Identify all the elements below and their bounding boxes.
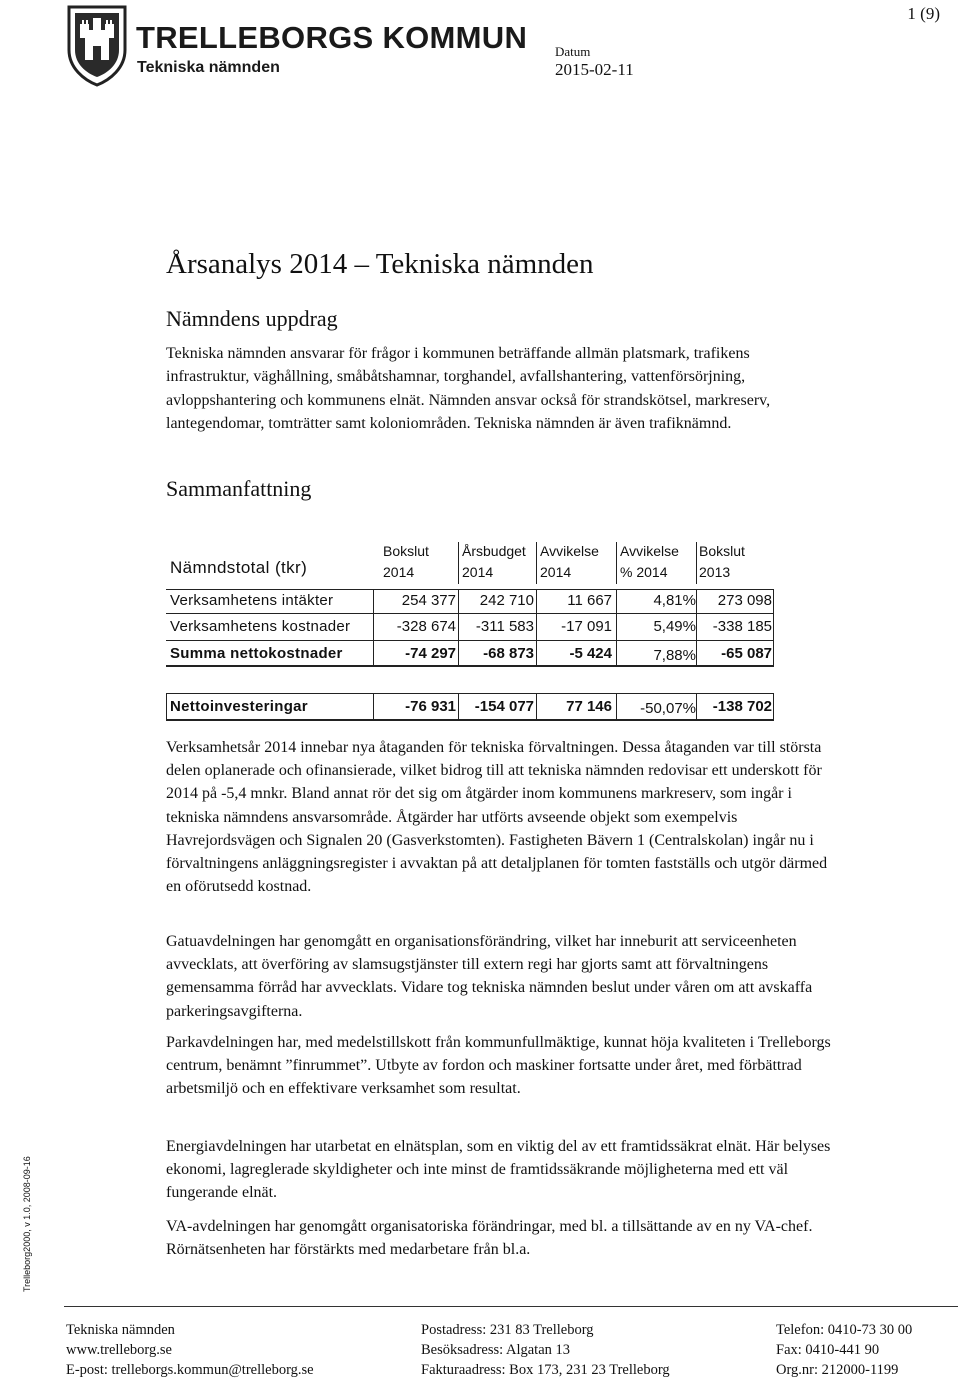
section-heading-sammanfattning: Sammanfattning bbox=[166, 476, 312, 501]
table-row: Verksamhetens intäkter 254 377 242 710 11 667 4,81% 273 098 bbox=[170, 592, 772, 609]
date-value: 2015-02-11 bbox=[555, 60, 634, 79]
footer-divider bbox=[64, 1306, 958, 1307]
col-header-2: Årsbudget 2014 bbox=[462, 543, 526, 580]
page-number: 1 (9) bbox=[907, 4, 940, 23]
body-paragraph: Parkavdelningen har, med medelstillskott från kommunfullmäktige, kunnat höja kvaliteten i Trelleborgs centrum, benämnt ”finrummet”. Utbyte av fordon och maskiner fortsatte under året, med förbättrad arbetsmiljö och en effektivare verksamhet som resultat. bbox=[166, 1034, 831, 1098]
table-title: Nämndstotal (tkr) bbox=[170, 558, 308, 577]
body-paragraph: Verksamhetsår 2014 innebar nya åtaganden för tekniska förvaltningen. Dessa åtaganden var till största delen oplanerade och ofinansierade, vilket bidrog till att tekniska nämnden redovisar ett underskott för 2014 på -5,4 mnkr. Bland annat rör det sig om åtgärder inom kommunens markreserv, som ingår i tekniska nämndens ansvarsområde. Åtgärder har utförts avseende objekt som exempelvis Havrejordsvägen och Signalen 20 (Gasverkstomten). Fastigheten Bävern 1 (Centralskolan) ingår nu i förvaltningens anläggningsregister i avvaktan på att detaljplanen för tomten fastställs och utgör därmed en oförutsedd kostnad. bbox=[166, 739, 828, 896]
table-row: Verksamhetens kostnader -328 674 -311 583 -17 091 5,49% -338 185 bbox=[170, 618, 772, 635]
body-paragraph: VA-avdelningen har genomgått organisatoriska förändringar, med bl. a tillsättande av en ny VA-chef. Rörnätsenheten har förstärkts med medarbetare från bl.a. bbox=[166, 1218, 813, 1259]
footer-email-link[interactable]: E-post: trelleborgs.kommun@trelleborg.se bbox=[66, 1362, 314, 1378]
col-header-4: Avvikelse % 2014 bbox=[620, 543, 679, 580]
footer-col-1: Tekniska nämnden www.trelleborg.se E-post: trelleborgs.kommun@trelleborg.se bbox=[66, 1322, 314, 1378]
footer-website-link[interactable]: www.trelleborg.se bbox=[66, 1342, 172, 1358]
org-subtitle: Tekniska nämnden bbox=[137, 59, 280, 76]
org-name: TRELLEBORGS KOMMUN bbox=[136, 20, 528, 55]
col-header-1: Bokslut 2014 bbox=[383, 543, 429, 580]
municipality-logo bbox=[66, 4, 528, 90]
col-header-5: Bokslut 2013 bbox=[699, 543, 745, 580]
body-paragraph: Gatuavdelningen har genomgått en organisationsförändring, vilket har inneburit att serviceenheten avvecklats, att överföring av slamsugstjänster till extern regi har gjorts samt att förvaltningens gemensamma förråd har avvecklats. Vidare tog tekniska nämnden beslut under våren om att avskaffa parkeringsavgifterna. bbox=[166, 933, 813, 1020]
section-heading-uppdrag: Nämndens uppdrag bbox=[166, 306, 338, 331]
date-label: Datum bbox=[555, 44, 591, 59]
uppdrag-paragraph: Tekniska nämnden ansvarar för frågor i kommunen beträffande allmän platsmark, trafikens infrastruktur, väghållning, småbåtshamnar, torghandel, avfallshantering, vattenförsörjning, avloppshantering och kommunens elnät. Nämnden ansvar också för strandskötsel, markreserv, lantegendomar, tomträtter samt koloniområden. Tekniska nämnden är även trafiknämnd. bbox=[166, 345, 771, 433]
footer-col-3: Telefon: 0410-73 30 00 Fax: 0410-441 90 Org.nr: 212000-1199 bbox=[776, 1322, 913, 1378]
body-paragraph: Energiavdelningen har utarbetat en elnätsplan, som en viktig del av ett framtidssäkrat elnät. Här belyses ekonomi, lagreglerade skyldigheter och inte minst de framtidssäkrande möjligheterna med ett väl fungerande elnät. bbox=[166, 1138, 831, 1202]
template-version-note: Trelleborg2000, v 1.0, 2008-09-16 bbox=[22, 1156, 32, 1292]
coat-of-arms-icon bbox=[66, 4, 128, 88]
col-header-3: Avvikelse 2014 bbox=[540, 543, 599, 580]
table-row-total: Summa nettokostnader -74 297 -68 873 -5 424 7,88% -65 087 bbox=[170, 645, 772, 664]
document-title: Årsanalys 2014 – Tekniska nämnden bbox=[166, 248, 594, 280]
footer-col-2: Postadress: 231 83 Trelleborg Besöksadress: Algatan 13 Fakturaadress: Box 173, 231 23 Trelleborg bbox=[421, 1322, 670, 1378]
table-row-investments: Nettoinvesteringar -76 931 -154 077 77 146 -50,07% -138 702 bbox=[170, 698, 772, 717]
